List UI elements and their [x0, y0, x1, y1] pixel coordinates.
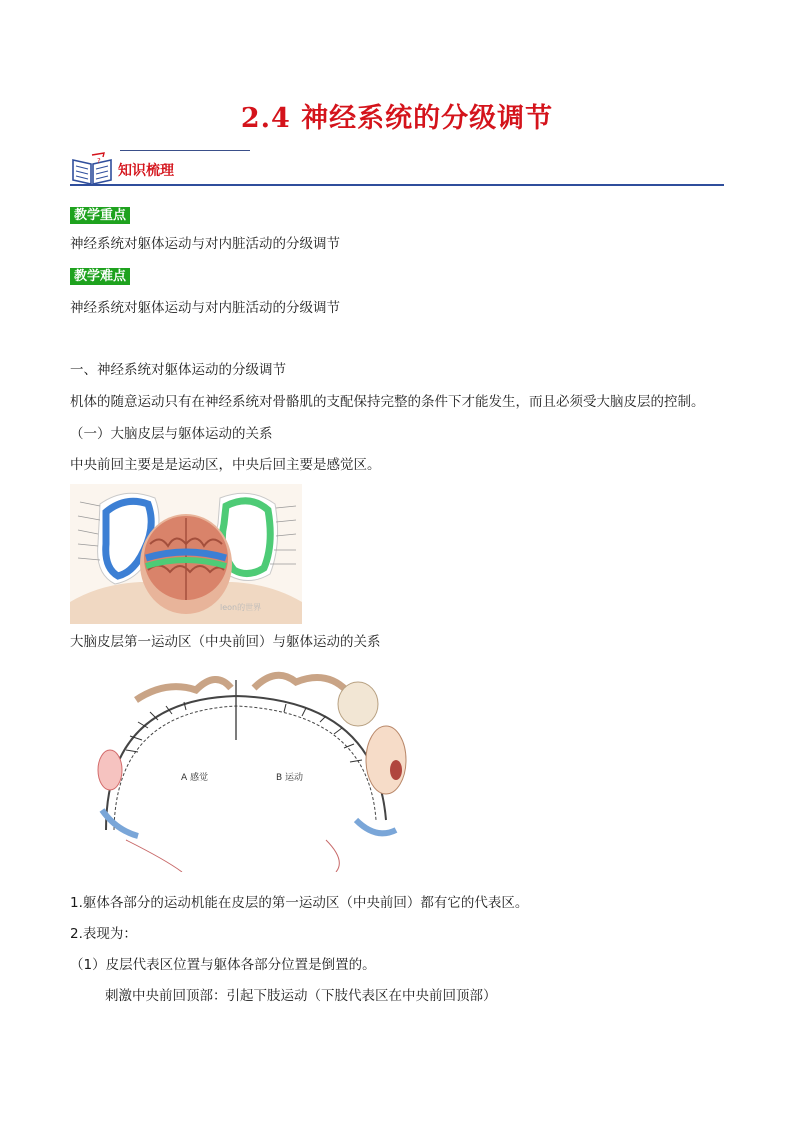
section-header	[70, 148, 724, 188]
key-point-tag: 教学重点	[70, 207, 130, 224]
figure2-caption: 大脑皮层第一运动区（中央前回）与躯体运动的关系	[70, 634, 381, 650]
homunculus-figure	[86, 660, 418, 872]
figure-watermark: leon的世界	[220, 603, 262, 612]
page-title: 2.4 神经系统的分级调节	[240, 103, 554, 134]
part1-intro: 机体的随意运动只有在神经系统对骨骼肌的支配保持完整的条件下才能发生，而且必须受大脑皮层的控制。	[70, 394, 705, 410]
difficult-point-text: 神经系统对躯体运动与对内脏活动的分级调节	[70, 300, 340, 316]
sub1-text: 中央前回主要是是运动区，中央后回主要是感觉区。	[70, 457, 381, 473]
header-rule	[70, 184, 724, 186]
part1-heading: 一、神经系统对躯体运动的分级调节	[70, 362, 286, 378]
figure2-label-b: B 运动	[276, 773, 304, 783]
book-icon	[70, 152, 114, 186]
homunculus-illustration	[86, 660, 418, 872]
point2-sub1: （1）皮层代表区位置与躯体各部分位置是倒置的。	[70, 957, 376, 973]
sub1-heading: （一）大脑皮层与躯体运动的关系	[70, 426, 273, 442]
key-point-text: 神经系统对躯体运动与对内脏活动的分级调节	[70, 236, 340, 252]
point1-text: 1.躯体各部分的运动机能在皮层的第一运动区（中央前回）都有它的代表区。	[70, 895, 529, 911]
header-top-line	[120, 150, 250, 151]
difficult-point-tag: 教学难点	[70, 268, 130, 285]
figure2-label-a: A 感觉	[181, 773, 209, 783]
svg-text:?: ?	[97, 157, 101, 165]
section-header-label: 知识梳理	[118, 163, 174, 179]
brain-cortex-illustration	[70, 484, 302, 624]
brain-cortex-figure	[70, 484, 302, 624]
point2-sub1-detail: 刺激中央前回顶部：引起下肢运动（下肢代表区在中央前回顶部）	[105, 988, 497, 1004]
point2-text: 2.表现为：	[70, 926, 137, 942]
